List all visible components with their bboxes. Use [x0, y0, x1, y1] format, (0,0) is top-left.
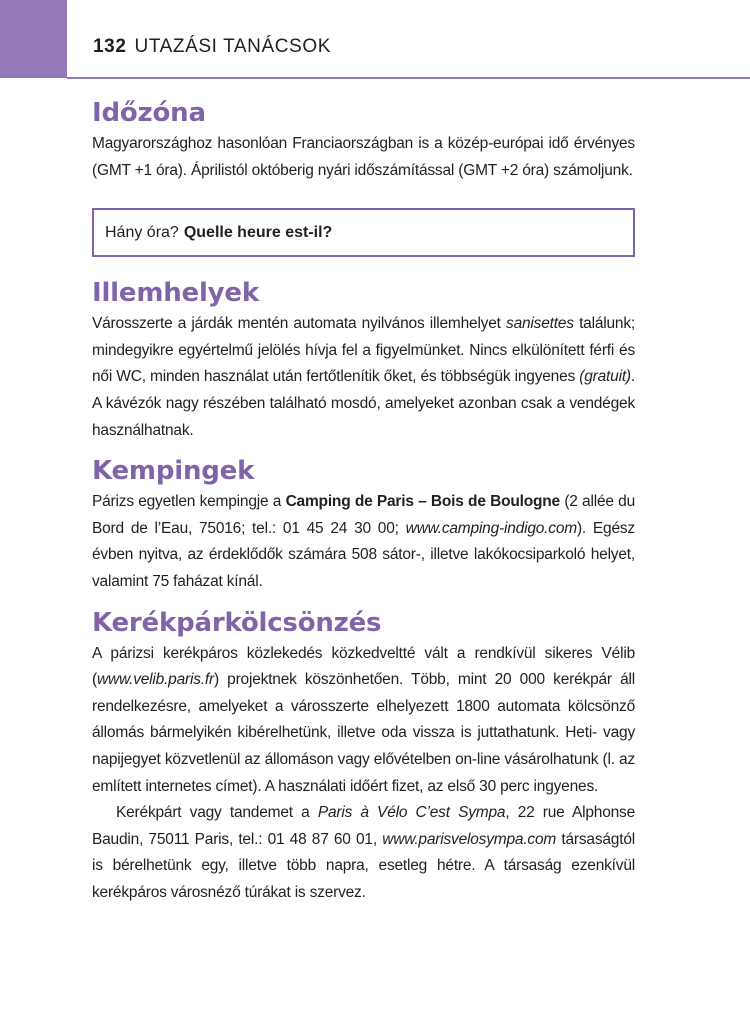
running-header — [93, 36, 331, 58]
paragraph: Kerékpárt vagy tandemet a Paris à Vélo C’est Sympa, 22 rue Alphonse Baudin, 75011 Paris, tel.: 01 48 87 60 01, www.parisvelosympa.com társaságtól is bérelhetünk egy, illetve több napra, esetleg hétre. A társaság ezenkívül kerékpáros városnéző túrákat is szervez. — [92, 804, 636, 901]
camping-url: www.camping-indigo.com — [405, 519, 577, 537]
section-title: Illemhelyek — [92, 278, 259, 309]
shop-url: www.parisvelosympa.com — [382, 830, 557, 848]
italic-term: (gratuit) — [579, 368, 631, 386]
chapter-title: UTAZÁSI TANÁCSOK — [134, 36, 331, 57]
section-title: Időzóna — [92, 98, 206, 128]
header-rule — [67, 77, 750, 79]
paragraph: Párizs egyetlen kempingje a Camping de Paris – Bois de Boulogne (2 allée du Bord de l’Eau, 75016; tel.: 01 45 24 30 00; www.camping-indigo.com). Egész évben nyitva, az érdeklődők számára 508 sátor-, illetve lakókocsiparkoló helyet, valamint 75 faházat kínál. — [92, 493, 635, 590]
phrase-box — [92, 208, 635, 257]
phrase-french: Quelle heure est-il? — [183, 223, 333, 241]
italic-term: sanisettes — [506, 315, 574, 333]
paragraph: Magyarországhoz hasonlóan Franciaországban is a közép-európai idő érvényes (GMT +1 óra). Áprilistól októberig nyári időszámítással (GMT +2 óra) számoljunk. — [92, 135, 635, 179]
velib-url: www.velib.paris.fr — [96, 671, 214, 689]
page-number: 132 — [93, 36, 127, 57]
section-toilets — [92, 275, 635, 444]
page-content — [92, 95, 635, 906]
paragraph: A párizsi kerékpáros közlekedés közkedveltté vált a rendkívül sikeres Vélib (www.velib.paris.fr) projektnek köszönhetően. Több, mint 20 000 kerékpár áll rendelkezésre, amelyeket a városszerte elhelyezett 1800 automata kölcsönző állomás bármelyikén kibérelhetünk, illetve oda vissza is juttathatunk. Heti- vagy napijegyet közvetlenül az állomáson vagy elővételben on-line vásárolhatunk (l. az említett internetes címet). A használati időért fizet, az első 30 perc ingyenes. — [92, 644, 635, 795]
phrase-question: Hány óra? — [105, 223, 179, 241]
chapter-tab — [0, 0, 67, 78]
paragraph: Városszerte a járdák mentén automata nyilvános illemhelyet sanisettes találunk; mindegyikre egyértelmű jelölés hívja fel a figyelmünket. Nincs elkülönített férfi és női WC, minden használat után fertőtlenítik őket, és többségük ingyenes (gratuit). A kávézók nagy részében található mosdó, amelyeket azonban csak a vendégek használhatnak. — [92, 315, 635, 439]
section-title: Kerékpárkölcsönzés — [92, 607, 382, 638]
section-timezone — [92, 95, 635, 257]
section-camping — [92, 453, 635, 595]
section-bikes — [92, 605, 635, 907]
shop-name: Paris à Vélo C’est Sympa — [317, 804, 506, 822]
camping-name: Camping de Paris – Bois de Boulogne — [285, 493, 560, 511]
section-title: Kempingek — [92, 456, 255, 487]
